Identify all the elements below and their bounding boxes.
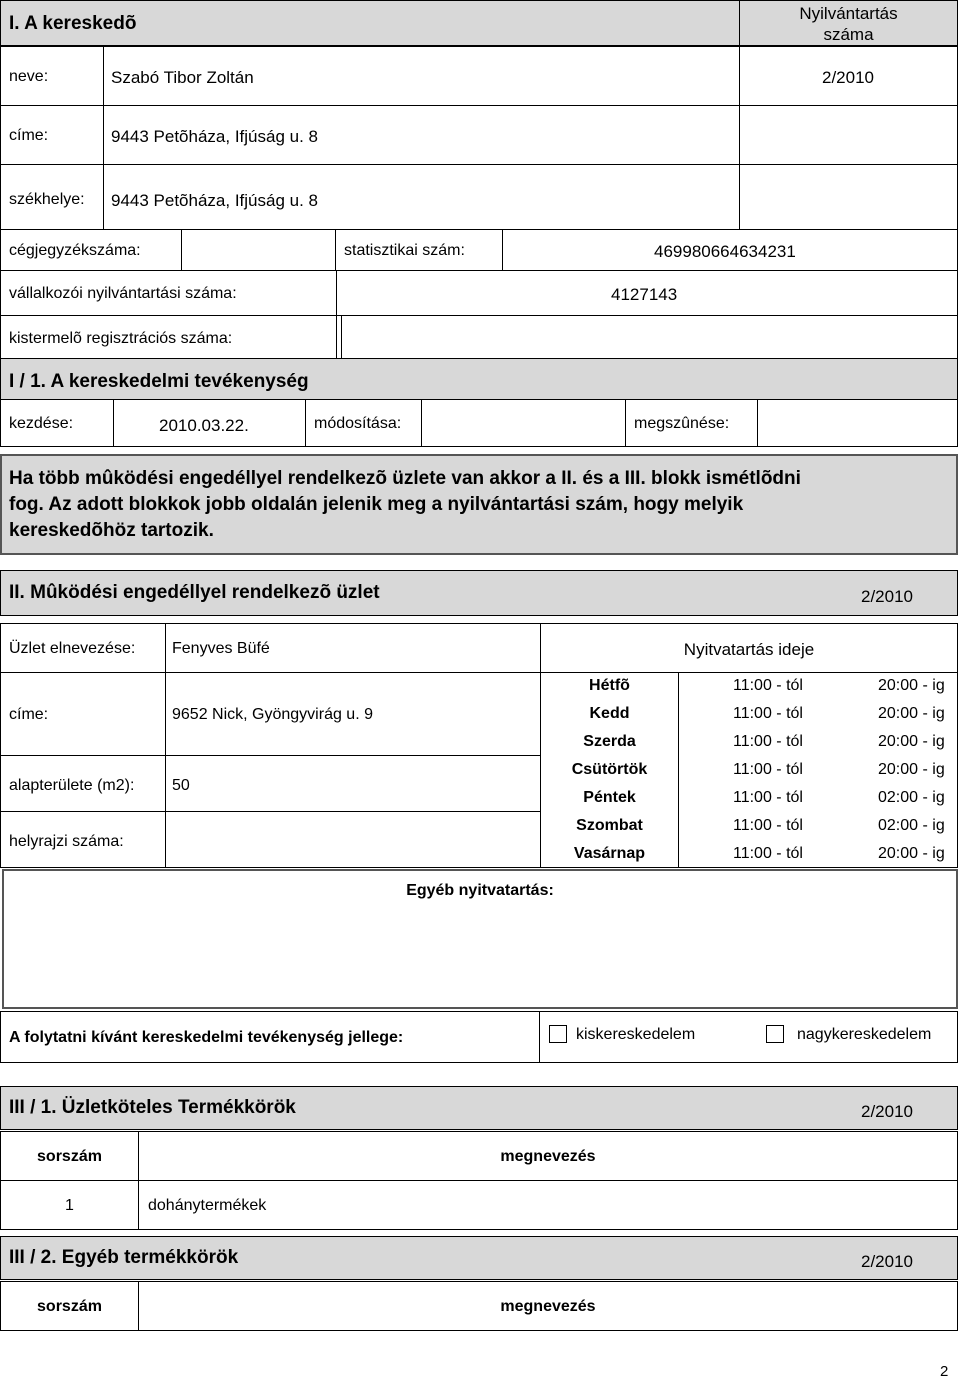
other-hours-box [2, 869, 958, 1009]
retail-label: kiskereskedelem [576, 1026, 696, 1043]
trader-name: Szabó Tibor Zoltán [111, 68, 254, 87]
wholesale-label: nagykereskedelem [797, 1026, 932, 1043]
hours-day: Szombat [576, 817, 643, 834]
hours-to: 20:00 - ig [878, 677, 945, 694]
reg-number-header [739, 0, 958, 46]
products1-reg-number: 2/2010 [861, 1102, 913, 1121]
notice-line-1: Ha több mûködési engedéllyel rendelkezõ üzlete van akkor a II. és a III. blokk ismétlõdni [9, 468, 801, 489]
trader-section-title: I. A kereskedõ [9, 13, 137, 34]
activity-section-title: I / 1. A kereskedelmi tevékenység [9, 371, 309, 392]
hours-day: Vasárnap [573, 845, 646, 862]
trader-header [0, 0, 740, 46]
company-reg-label: cégjegyzékszáma: [9, 242, 141, 259]
other-hours-label: Egyéb nyitvatartás: [406, 882, 554, 899]
hours-from: 11:00 - tól [733, 789, 803, 806]
products1-col-name-cell [138, 1131, 958, 1181]
products2-col-no: sorszám [37, 1298, 102, 1315]
nature-label: A folytatni kívánt kereskedelmi tevékenység jellege: [9, 1029, 404, 1046]
hours-title-cell [540, 623, 958, 673]
shop-name-label: Üzlet elnevezése: [9, 640, 136, 657]
hours-from: 11:00 - tól [733, 845, 803, 862]
start-date: 2010.03.22. [159, 416, 249, 435]
repeat-notice [0, 454, 958, 555]
reg-number: 2/2010 [822, 68, 874, 87]
end-label: megszûnése: [634, 415, 730, 432]
products1-col-no-cell [0, 1131, 139, 1181]
producer-label-cell [0, 315, 337, 359]
products2-col-no-cell [0, 1281, 139, 1331]
notice-line-3: kereskedõhöz tartozik. [9, 520, 214, 541]
hours-to: 20:00 - ig [878, 705, 945, 722]
products2-header [0, 1236, 958, 1280]
shop-header [0, 570, 958, 616]
table-row [0, 1180, 139, 1230]
stat-label-cell [335, 229, 503, 271]
nature-label-cell [0, 1011, 540, 1063]
products1-section-title: III / 1. Üzletköteles Termékkörök [9, 1097, 296, 1118]
hours-day: Péntek [583, 789, 636, 806]
notice-line-2: fog. Az adott blokkok jobb oldalán jelenik meg a nyilvántartási szám, hogy melyik [9, 494, 744, 515]
area-value: 50 [172, 777, 190, 794]
hours-to: 20:00 - ig [878, 845, 945, 862]
page-number: 2 [940, 1363, 949, 1380]
entrepreneur-label: vállalkozói nyilvántartási száma: [9, 285, 237, 302]
stat-number: 469980664634231 [654, 242, 796, 261]
wholesale-checkbox[interactable] [766, 1025, 784, 1043]
parcel-value-cell [165, 811, 541, 868]
hours-day: Csütörtök [571, 761, 648, 778]
product-no: 1 [65, 1197, 74, 1214]
reg-label-1: Nyilvántartás [799, 4, 898, 23]
hours-to: 20:00 - ig [878, 761, 945, 778]
modify-label: módosítása: [314, 415, 402, 432]
product-name: dohánytermékek [148, 1197, 267, 1214]
hours-day: Szerda [583, 733, 636, 750]
modify-value-cell [421, 399, 626, 447]
end-value-cell [757, 399, 958, 447]
area-label-cell [0, 755, 166, 812]
hours-from: 11:00 - tól [733, 733, 803, 750]
shop-address: 9652 Nick, Gyöngyvirág u. 9 [172, 706, 373, 723]
area-value-cell [165, 755, 541, 812]
start-value-cell [113, 399, 306, 447]
parcel-label: helyrajzi száma: [9, 833, 124, 850]
shop-reg-number: 2/2010 [861, 587, 913, 606]
name-label-cell [0, 46, 104, 106]
seat-right-cell [739, 164, 958, 230]
trader-seat: 9443 Petõháza, Ifjúság u. 8 [111, 191, 318, 210]
shop-address-value-cell [165, 672, 541, 756]
reg-label-2: száma [823, 25, 874, 44]
name-value-cell [103, 46, 740, 106]
address-value-cell [103, 105, 740, 165]
retail-checkbox[interactable] [549, 1025, 567, 1043]
hours-to: 20:00 - ig [878, 733, 945, 750]
products1-col-no: sorszám [37, 1148, 102, 1165]
products2-reg-number: 2/2010 [861, 1252, 913, 1271]
seat-label-cell [0, 164, 104, 230]
producer-label: kistermelõ regisztrációs száma: [9, 330, 233, 347]
address-label-cell [0, 105, 104, 165]
entrepreneur-value-cell [336, 270, 958, 316]
trader-address: 9443 Petõháza, Ifjúság u. 8 [111, 127, 318, 146]
shop-name-value-cell [165, 623, 541, 673]
shop-section-title: II. Mûködési engedéllyel rendelkezõ üzlet [9, 582, 380, 603]
start-label: kezdése: [9, 415, 74, 432]
hours-title: Nyitvatartás ideje [683, 640, 815, 659]
shop-address-label: címe: [9, 706, 49, 723]
shop-name: Fenyves Büfé [172, 640, 270, 657]
hours-to: 02:00 - ig [878, 789, 945, 806]
hours-from: 11:00 - tól [733, 761, 803, 778]
seat-label: székhelye: [9, 191, 85, 208]
area-label: alapterülete (m2): [9, 777, 135, 794]
address-right-cell [739, 105, 958, 165]
hours-to: 02:00 - ig [878, 817, 945, 834]
products1-header [0, 1086, 958, 1130]
parcel-label-cell [0, 811, 166, 868]
address-label: címe: [9, 127, 49, 144]
products1-col-name: megnevezés [500, 1148, 596, 1165]
hours-from: 11:00 - tól [733, 705, 803, 722]
end-label-cell [625, 399, 758, 447]
activity-header [0, 358, 958, 400]
nature-options-cell [539, 1011, 958, 1063]
hours-from: 11:00 - tól [733, 677, 803, 694]
products2-col-name-cell [138, 1281, 958, 1331]
stat-value-cell [502, 229, 958, 271]
modify-label-cell [305, 399, 422, 447]
company-reg-value-cell [181, 229, 336, 271]
shop-name-label-cell [0, 623, 166, 673]
table-row [138, 1180, 958, 1230]
name-label: neve: [9, 68, 49, 85]
shop-address-label-cell [0, 672, 166, 756]
stat-label: statisztikai szám: [344, 242, 465, 259]
hours-day: Hétfõ [589, 677, 630, 694]
seat-value-cell [103, 164, 740, 230]
products2-section-title: III / 2. Egyéb termékkörök [9, 1247, 239, 1268]
entrepreneur-number: 4127143 [611, 285, 678, 304]
products2-col-name: megnevezés [500, 1298, 596, 1315]
company-reg-label-cell [0, 229, 182, 271]
hours-day: Kedd [589, 705, 630, 722]
entrepreneur-label-cell [0, 270, 337, 316]
reg-number-cell [739, 46, 958, 106]
hours-from: 11:00 - tól [733, 817, 803, 834]
start-label-cell [0, 399, 114, 447]
producer-value-cell [341, 315, 958, 359]
